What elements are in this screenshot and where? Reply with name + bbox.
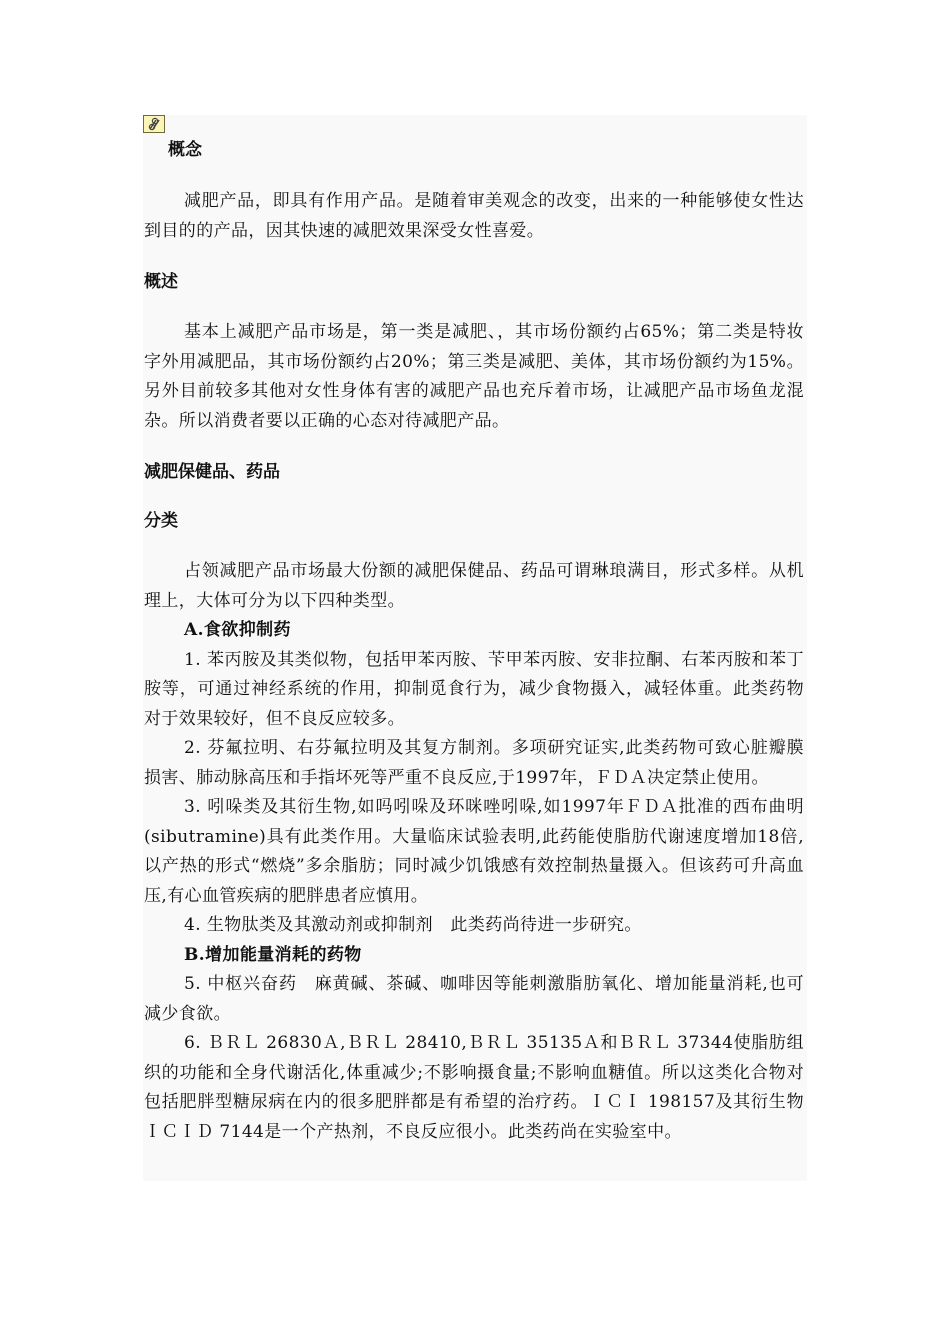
list-item: 4. 生物肽类及其激动剂或抑制剂 此类药尚待进一步研究。 [184, 915, 642, 935]
list-item: 2. 芬氟拉明、右芬氟拉明及其复方制剂。多项研究证实,此类药物可致心脏瓣膜损害、肺动脉高压和手指坏死等严重不良反应,于1997年，ＦＤＡ决定禁止使用。 [144, 738, 804, 788]
document-page [143, 115, 807, 1181]
classification-heading: 分类 [144, 511, 178, 531]
concept-heading: 概念 [168, 140, 202, 160]
classification-intro: 占领减肥产品市场最大份额的减肥保健品、药品可谓琳琅满目，形式多样。从机理上，大体可分为以下四种类型。 [144, 561, 804, 611]
group-b-heading: B.增加能量消耗的药物 [184, 944, 362, 965]
list-item: 3. 吲哚类及其衍生物,如吗吲哚及环咪唑吲哚,如1997年ＦＤＡ批准的西布曲明(sibutramine)具有此类作用。大量临床试验表明,此药能使脂肪代谢速度增加18倍,以产热的形式“燃烧”多余脂肪；同时减少饥饿感有效控制热量摄入。但该药可升高血压,有心血管疾病的肥胖患者应慎用。 [144, 797, 804, 906]
document-link-icon[interactable] [143, 115, 165, 133]
concept-paragraph: 减肥产品，即具有作用产品。是随着审美观念的改变，出来的一种能够使女性达到目的的产品，因其快速的减肥效果深受女性喜爱。 [144, 191, 804, 241]
article-content [144, 137, 804, 1147]
overview-paragraph: 基本上减肥产品市场是，第一类是减肥、，其市场份额约占65%；第二类是特妆字外用减肥品，其市场份额约占20%；第三类是减肥、美体，其市场份额约为15%。另外目前较多其他对女性身体有害的减肥产品也充斥着市场，让减肥产品市场鱼龙混杂。所以消费者要以正确的心态对待减肥产品。 [144, 322, 804, 431]
list-item: 6. ＢＲＬ 26830Ａ,ＢＲＬ 28410,ＢＲＬ 35135Ａ和ＢＲＬ 37344使脂肪组织的功能和全身代谢活化,体重减少;不影响摄食量;不影响血糖值。所以这类化合物对包括肥胖型糖尿病在内的很多肥胖都是有希望的治疗药。ＩＣＩ 198157及其衍生物ＩＣＩＤ 7144是一个产热剂，不良反应很小。此类药尚在实验室中。 [144, 1033, 804, 1142]
group-a-heading: A.食欲抑制药 [184, 620, 291, 640]
overview-heading: 概述 [144, 272, 178, 292]
list-item: 5. 中枢兴奋药 麻黄碱、茶碱、咖啡因等能刺激脂肪氧化、增加能量消耗,也可减少食欲。 [144, 974, 804, 1024]
list-item: 1. 苯丙胺及其类似物，包括甲苯丙胺、苄甲苯丙胺、安非拉酮、右苯丙胺和苯丁胺等，可通过神经系统的作用，抑制觅食行为，减少食物摄入，减轻体重。此类药物对于效果较好，但不良反应较多。 [144, 649, 804, 729]
health-products-heading: 减肥保健品、药品 [144, 462, 280, 482]
